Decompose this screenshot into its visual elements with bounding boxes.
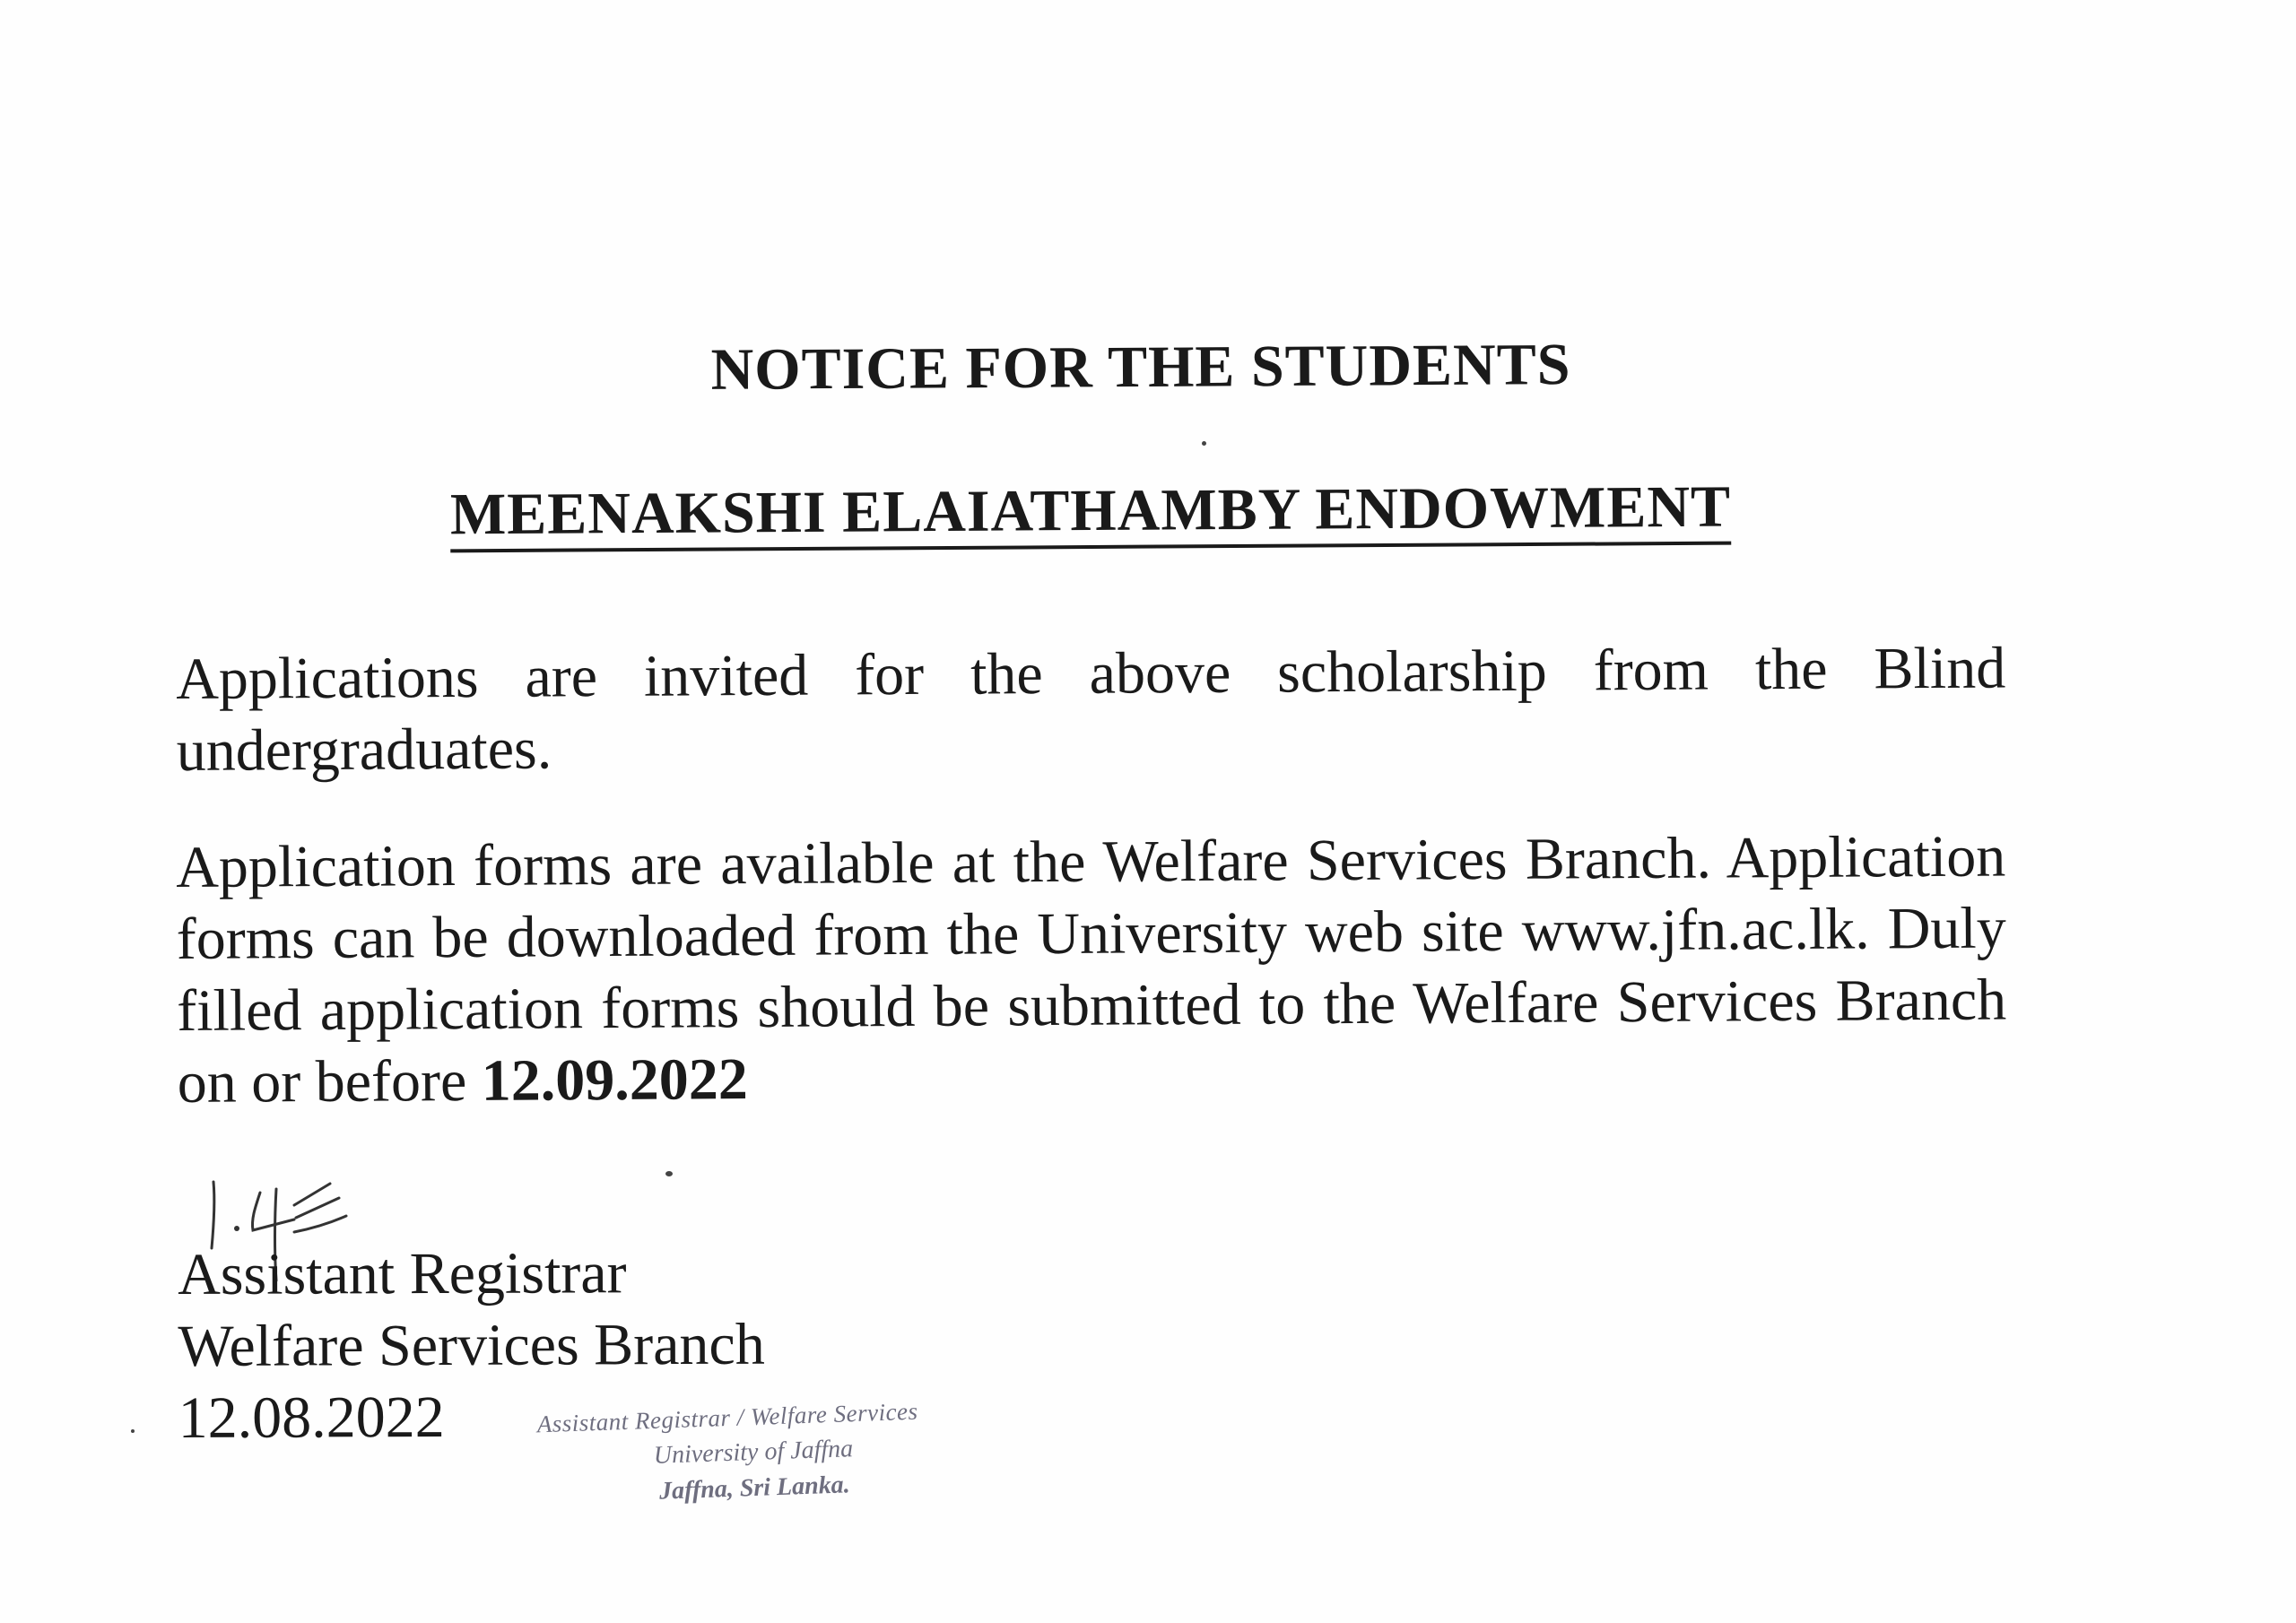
signatory-designation: Assistant Registrar (178, 1240, 627, 1307)
paper-speck (131, 1429, 135, 1433)
deadline-date: 12.09.2022 (481, 1046, 748, 1114)
notice-date: 12.08.2022 (178, 1384, 445, 1451)
paper-speck (1202, 441, 1206, 446)
paragraph-instructions (176, 821, 2007, 1119)
official-stamp (536, 1392, 970, 1515)
signatory-branch: Welfare Services Branch (178, 1311, 765, 1379)
notice-title: NOTICE FOR THE STUDENTS (710, 332, 1571, 403)
stamp-line-office: Assistant Registrar / Welfare Services (536, 1397, 918, 1438)
stamp-line-university: University of Jaffna (653, 1435, 854, 1470)
instructions-text: Application forms are available at the Welfare Services Branch. Application forms can be downloaded from the University web site www.jfn.ac.lk. Duly filled application forms should be submitted to the Welfare Services Branch on or before (176, 823, 2007, 1115)
endowment-name: MEENAKSHI ELAIATHAMBY ENDOWMENT (450, 474, 1732, 553)
paragraph-invitation: Applications are invited for the above scholarship from the Blind undergraduates. (176, 635, 2006, 784)
paper-speck (665, 1171, 673, 1176)
stamp-line-location: Jaffna, Sri Lanka. (658, 1471, 851, 1506)
notice-subtitle (445, 473, 1736, 550)
